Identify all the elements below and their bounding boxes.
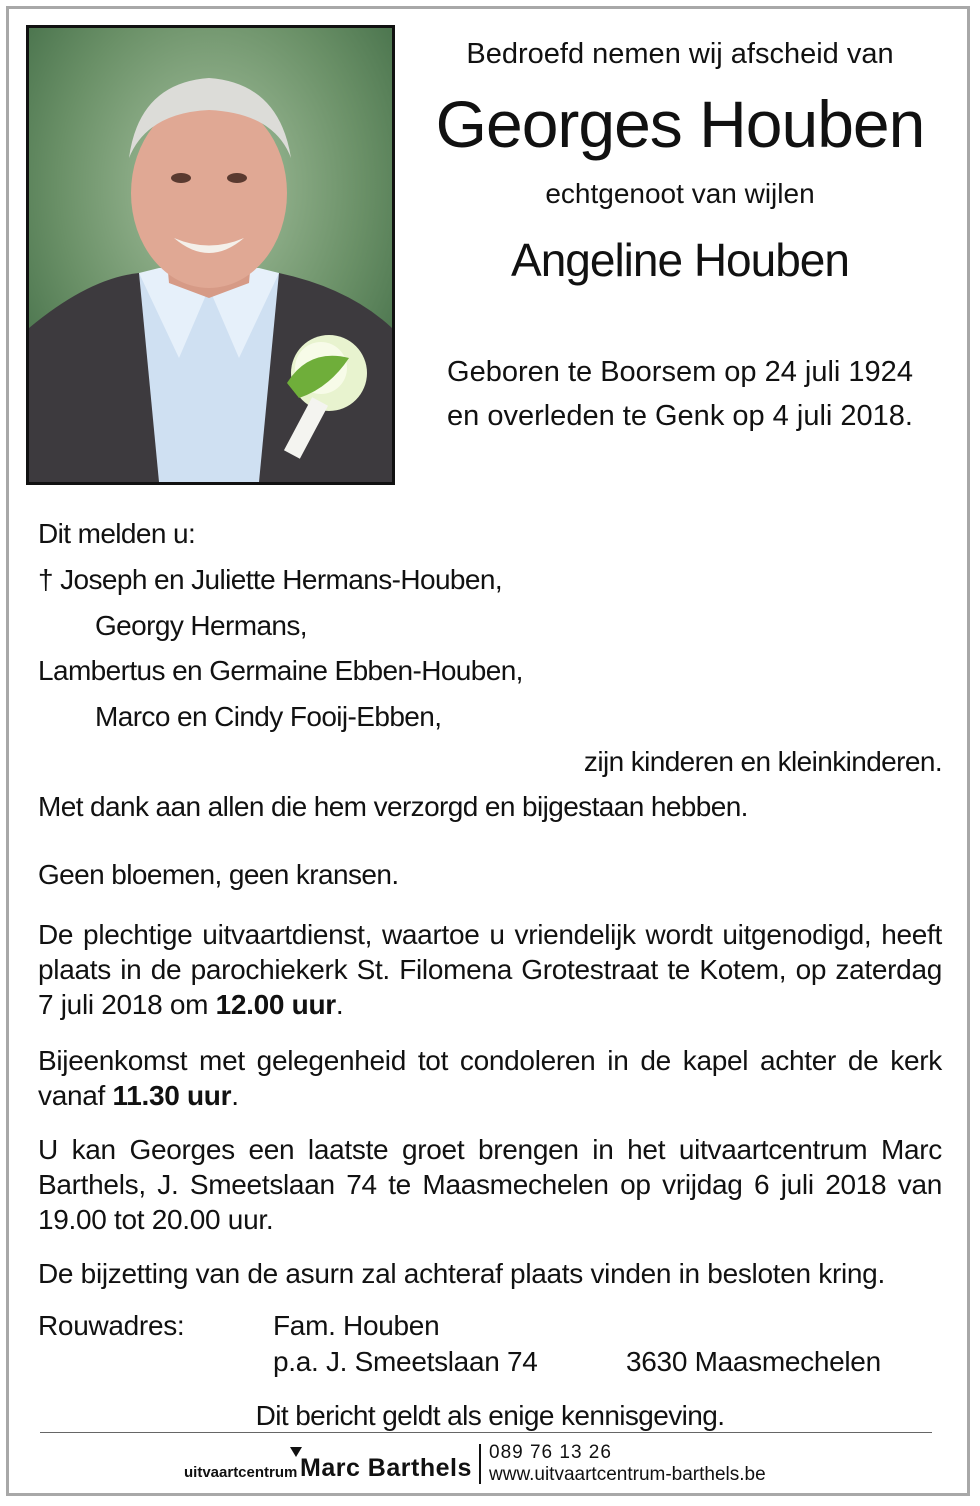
service-paragraph: De plechtige uitvaartdienst, waartoe u vriendelijk wordt uitgenodigd, heeft plaats in de parochiekerk St. Filomena Grotestraat te Kotem, op zaterdag 7 juli 2018 om 12.00 uur. <box>38 919 942 1020</box>
footer-brand: Marc Barthels <box>300 1454 472 1482</box>
family-line: Marco en Cindy Fooij-Ebben, <box>95 701 442 732</box>
birth-line: Geboren te Boorsem op 24 juli 1924 <box>447 356 913 388</box>
condolence-text: Bijeenkomst met gelegenheid tot condoleren in de kapel achter de kerk vanaf <box>38 1045 942 1111</box>
address-city: 3630 Maasmechelen <box>626 1346 881 1377</box>
spouse-name: Angeline Houben <box>511 234 849 286</box>
address-label: Rouwadres: <box>38 1310 185 1341</box>
portrait-photo <box>26 25 395 485</box>
address-name: Fam. Houben <box>273 1310 440 1341</box>
thanks-line: Met dank aan allen die hem verzorgd en bijgestaan hebben. <box>38 791 748 822</box>
visit-paragraph: U kan Georges een laatste groet brengen in het uitvaartcentrum Marc Barthels, J. Smeetslaan 74 te Maasmechelen op vrijdag 6 juli 2018 van 19.00 tot 20.00 uur. <box>38 1134 942 1235</box>
spouse-label: echtgenoot van wijlen <box>545 178 815 209</box>
service-text: De plechtige uitvaartdienst, waartoe u vriendelijk wordt uitgenodigd, heeft plaats in de parochiekerk St. Filomena Grotestraat te Kotem, op zaterdag 7 juli 2018 om <box>38 919 942 1020</box>
family-relation: zijn kinderen en kleinkinderen. <box>583 746 942 777</box>
family-line: Lambertus en Germaine Ebben-Houben, <box>38 655 523 686</box>
family-line: Georgy Hermans, <box>95 610 307 641</box>
portrait-illustration <box>29 28 392 482</box>
footer-website[interactable]: www.uitvaartcentrum-barthels.be <box>489 1464 766 1485</box>
service-time: 12.00 uur <box>215 989 336 1020</box>
condolence-time: 11.30 uur <box>112 1080 232 1111</box>
no-flowers-line: Geen bloemen, geen kransen. <box>38 859 399 890</box>
family-line: † Joseph en Juliette Hermans-Houben, <box>38 564 503 595</box>
footer-separator <box>479 1444 481 1484</box>
family-heading: Dit melden u: <box>38 518 196 549</box>
death-line: en overleden te Genk op 4 juli 2018. <box>447 400 913 432</box>
divider <box>40 1432 932 1433</box>
footer-phone: 089 76 13 26 <box>489 1442 612 1463</box>
address-street: p.a. J. Smeetslaan 74 <box>273 1346 538 1377</box>
deceased-name: Georges Houben <box>435 87 925 161</box>
closing-line: Dit bericht geldt als enige kennisgeving. <box>255 1400 725 1431</box>
intro-line: Bedroefd nemen wij afscheid van <box>466 38 894 70</box>
condolence-paragraph: Bijeenkomst met gelegenheid tot condoleren in de kapel achter de kerk vanaf 11.30 uur. <box>38 1045 942 1111</box>
footer-prefix: uitvaartcentrum <box>184 1464 298 1481</box>
burial-line: De bijzetting van de asurn zal achteraf plaats vinden in besloten kring. <box>38 1258 885 1289</box>
